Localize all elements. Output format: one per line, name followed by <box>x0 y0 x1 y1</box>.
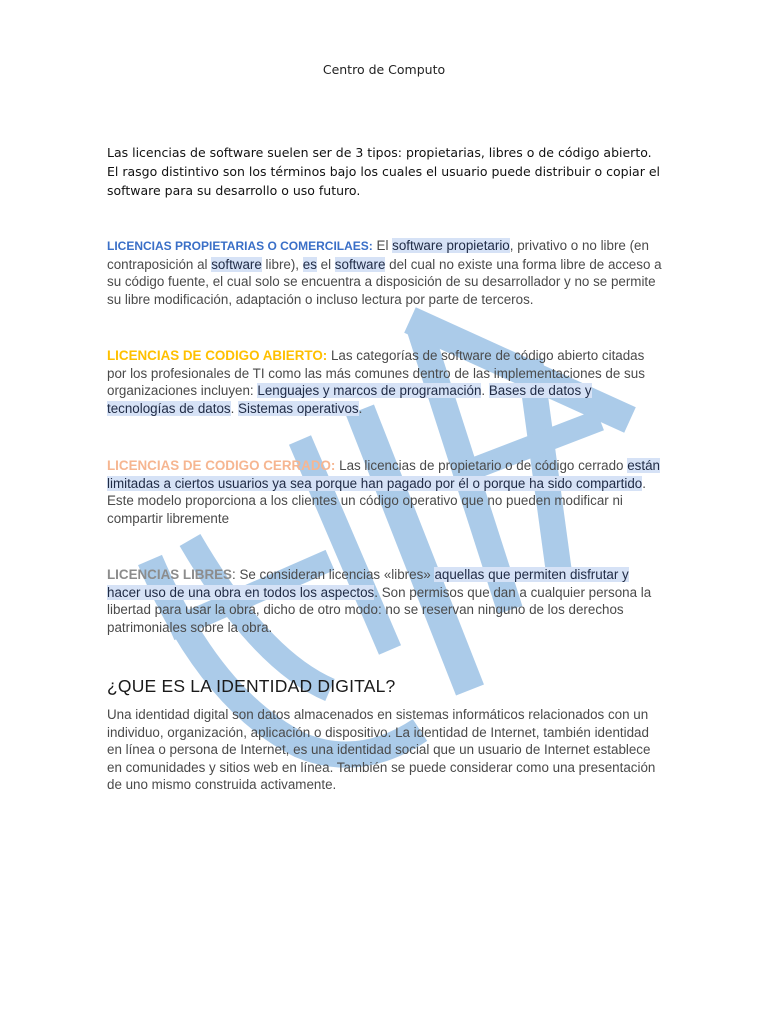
highlight-segment: software <box>211 256 262 272</box>
text-segment: . <box>481 383 489 399</box>
text-segment: Las licencias de propietario o de código cerrado <box>335 458 628 473</box>
highlight-segment: Sistemas operativos <box>238 400 359 416</box>
text-segment: . <box>230 400 239 416</box>
paragraph-codigo-cerrado <box>107 457 662 527</box>
paragraph-propietarias <box>107 237 662 308</box>
text-segment: del cual no existe una forma libre de acceso a su código fuente, el cual solo se encuentra a disposición de su desarrollador y no se permite su libre modificación, adaptación o incluso lectura por parte de terceros. <box>107 256 662 307</box>
text-segment: : Se consideran licencias «libres» <box>232 567 435 582</box>
highlight-segment: software propietario <box>392 238 510 253</box>
text-segment: . <box>358 400 363 416</box>
heading-codigo-cerrado: LICENCIAS DE CODIGO CERRADO: <box>107 458 336 473</box>
paragraph-identidad: Una identidad digital son datos almacenados en sistemas informáticos relacionados con un individuo, organización, aplicación o dispositivo. La identidad de Internet, también identidad en línea o persona de Internet, es una identidad social que un usuario de Internet establece en comunidades y sitios web en línea. También se puede considerar como una presentación de uno mismo construida activamente. <box>107 707 656 793</box>
highlight-segment: Bases de datos y tecnologías de datos <box>107 383 592 416</box>
paragraph-libres <box>107 566 662 636</box>
text-segment: , privativo o no libre (en contraposición al <box>107 238 649 272</box>
paragraph-codigo-abierto <box>107 347 662 417</box>
highlight-segment: es <box>302 256 317 272</box>
heading-libres: LICENCIAS LIBRES <box>107 567 232 582</box>
text-segment: el <box>316 256 335 272</box>
text-segment: . Este modelo proporciona a los clientes un código operativo que no pueden modificar ni compartir libremente <box>107 475 646 526</box>
text-segment: libre), <box>261 256 303 272</box>
page-title: Centro de Computo <box>322 62 446 77</box>
heading-propietarias: LICENCIAS PROPIETARIAS O COMERCILAES: <box>107 239 373 253</box>
text-segment: El <box>372 238 393 253</box>
heading-codigo-abierto: LICENCIAS DE CODIGO ABIERTO: <box>107 348 328 363</box>
text-segment: Las categorías de software de código abierto citadas por los profesionales de TI como las más comunes dentro de las implementaciones de sus organizaciones incluyen: <box>107 348 645 399</box>
text-segment: . Son permisos que dan a cualquier persona la libertad para usar la obra, dicho de otro modo: no se reservan ninguno de los derechos patrimoniales sobre la obra. <box>107 584 652 635</box>
highlight-segment: software <box>334 256 386 272</box>
section-heading-identidad: ¿QUE ES LA IDENTIDAD DIGITAL? <box>107 676 396 696</box>
highlight-segment: están limitadas a ciertos usuarios ya sea porque han pagado por él o porque ha sido compartido <box>107 458 660 491</box>
intro-paragraph: Las licencias de software suelen ser de 3 tipos: propietarias, libres o de código abierto. El rasgo distintivo son los términos bajo los cuales el usuario puede distribuir o copiar el software para su desarrollo o uso futuro. <box>107 145 660 198</box>
highlight-segment: aquellas que permiten disfrutar y hacer uso de una obra en todos los aspectos <box>107 567 629 600</box>
highlight-segment: Lenguajes y marcos de programación <box>257 383 482 399</box>
